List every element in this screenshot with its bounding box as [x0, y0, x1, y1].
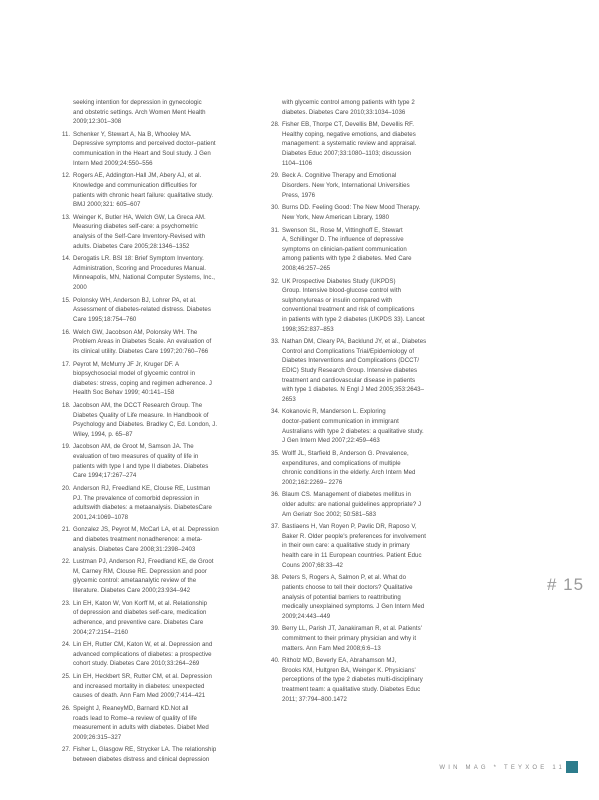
reference-item	[62, 171, 266, 209]
reference-text: Peters S, Rogers A, Salmon P, et al. What do patients choose to tell their doctors? Qualitative analysis of potential barriers to reattributing medically unexplained symptoms. J Gen Intern Med 2009;24:443–449	[282, 574, 425, 620]
reference-number: 26.	[62, 704, 71, 712]
references-left-column	[62, 98, 266, 768]
reference-text: with glycemic control among patients with type 2 diabetes. Diabetes Care 2010;33:1034–1036	[282, 99, 415, 116]
reference-number: 21.	[62, 526, 71, 534]
reference-item	[271, 337, 478, 404]
reference-number: 25.	[62, 673, 71, 681]
reference-item	[271, 522, 478, 570]
reference-number: 12.	[62, 172, 71, 180]
reference-text: Nathan DM, Cleary PA, Backlund JY, et al., Diabetes Control and Complications Trial/Epidemiology of Diabetes Interventions and Complications (DCCT/ EDIC) Study Research Group. Intensive diabetes treatment and cardiovascular disease in patients with type 1 diabetes. N Engl J Med 2005;353:2643– 2653	[282, 338, 427, 403]
reference-item	[271, 226, 478, 274]
reference-number: 29.	[271, 172, 280, 180]
reference-number: 31.	[271, 226, 280, 234]
reference-number: 11.	[62, 130, 71, 138]
reference-item	[62, 98, 266, 127]
reference-item	[62, 672, 266, 701]
reference-text: Lustman PJ, Anderson RJ, Freedland KE, de Groot M, Carney RM, Clouse RE. Depression and poor glycemic control: ametaanalytic review of the literature. Diabetes Care 2000;23:934–942	[73, 558, 214, 595]
reference-number: 14.	[62, 255, 71, 263]
reference-item	[62, 557, 266, 595]
reference-item	[62, 704, 266, 742]
reference-text: Jacobson AM, the DCCT Research Group. The Diabetes Quality of Life measure. In Handbook of Psychology and Diabetes. Bradley C, Ed. London, J. Wiley, 1994, p. 65–87	[73, 401, 218, 438]
reference-item	[271, 573, 478, 621]
reference-item	[271, 407, 478, 445]
reference-text: Blaum CS. Management of diabetes mellitus in older adults: are national guidelines appropriate? J Am Geriatr Soc 2002; 50:581–583	[282, 491, 422, 518]
reference-number: 36.	[271, 491, 280, 499]
reference-number: 16.	[62, 328, 71, 336]
reference-text: Lin EH, Katon W, Von Korff M, et al. Relationship of depression and diabetes self-care, medication adherence, and preventive care. Diabetes Care 2004;27:2154–2160	[73, 599, 208, 636]
reference-number: 19.	[62, 443, 71, 451]
footer-running-title: WIN MAG * TEYXOE 11	[439, 765, 565, 771]
reference-item	[271, 171, 478, 200]
reference-number: 22.	[62, 558, 71, 566]
reference-item	[271, 449, 478, 487]
reference-text: Swenson SL, Rose M, Vittinghoff E, Stewart A, Schillinger D. The influence of depressive symptoms on clinician-patient communication among patients with type 2 diabetes. Med Care 2008;46:257–265	[282, 226, 412, 272]
reference-item	[62, 328, 266, 357]
reference-item	[271, 203, 478, 222]
reference-number: 20.	[62, 484, 71, 492]
reference-text: Lin EH, Rutter CM, Katon W, et al. Depression and advanced complications of diabetes: a prospective cohort study. Diabetes Care 2010;33:264–269	[73, 641, 213, 668]
reference-item	[62, 401, 266, 439]
reference-number: 27.	[62, 746, 71, 754]
reference-item	[271, 120, 478, 168]
reference-text: Fisher EB, Thorpe CT, Devellis BM, Devellis RF. Healthy coping, negative emotions, and diabetes management: a systematic review and appraisal. Diabetes Educ 2007;33:1080–1103; discussion 1104–1106	[282, 121, 417, 167]
reference-text: Gonzalez JS, Peyrot M, McCarl LA, et al. Depression and diabetes treatment nonadherence: a meta- analysis. Diabetes Care 2008;31:2398–2403	[73, 526, 219, 553]
reference-item	[62, 599, 266, 637]
reference-item	[271, 277, 478, 335]
reference-number: 30.	[271, 204, 280, 212]
page-number-mark: # 15	[547, 575, 585, 594]
reference-number: 35.	[271, 449, 280, 457]
reference-text: Ritholz MD, Beverly EA, Abrahamson MJ, Brooks KM, Hultgren BA, Weinger K. Physicians' perceptions of the type 2 diabetes multi-disciplinary treatment team: a qualitative study. Diabetes Educ 2011; 37:794–800.1472	[282, 657, 423, 703]
reference-text: Weinger K, Butler HA, Welch GW, La Greca AM. Measuring diabetes self-care: a psychometric analysis of the Self-Care Inventory-Revised with adults. Diabetes Care 2005;28:1346–1352	[73, 213, 206, 250]
reference-number: 28.	[271, 121, 280, 129]
reference-number: 32.	[271, 277, 280, 285]
reference-text: Welch GW, Jacobson AM, Polonsky WH. The Problem Areas in Diabetes Scale. An evaluation of its clinical utility. Diabetes Care 1997;20:760–766	[73, 328, 212, 355]
reference-text: Polonsky WH, Anderson BJ, Lohrer PA, et al. Assessment of diabetes-related distress. Diabetes Care 1995;18:754–760	[73, 296, 211, 323]
reference-text: Wolff JL, Starfield B, Anderson G. Prevalence, expenditures, and complications of multiple chronic conditions in the elderly. Arch Intern Med 2002;162:2269– 2276	[282, 449, 416, 486]
reference-item	[271, 490, 478, 519]
reference-text: Peyrot M, McMurry JF Jr, Kruger DF. A biopsychosocial model of glycemic control in diabetes: stress, coping and regimen adherence. J Health Soc Behav 1999; 40:141–158	[73, 360, 212, 397]
reference-number: 38.	[271, 574, 280, 582]
reference-text: Rogers AE, Addington-Hall JM, Abery AJ, et al. Knowledge and communication difficulties for patients with chronic heart failure: qualitative study. BMJ 2000;321: 605–607	[73, 172, 214, 209]
footer-accent-square	[566, 761, 578, 773]
reference-item	[271, 624, 478, 653]
reference-item	[271, 98, 478, 117]
reference-item	[271, 656, 478, 704]
reference-item	[62, 296, 266, 325]
reference-number: 34.	[271, 408, 280, 416]
reference-text: Berry LL, Parish JT, Janakiraman R, et al. Patients' commitment to their primary physician and why it matters. Ann Fam Med 2008;6:6–13	[282, 625, 422, 652]
reference-text: Fisher L, Glasgow RE, Strycker LA. The relationship between diabetes distress and clinical depression	[73, 746, 217, 763]
reference-number: 39.	[271, 625, 280, 633]
reference-item	[62, 525, 266, 554]
reference-item	[62, 130, 266, 168]
reference-number: 18.	[62, 401, 71, 409]
reference-number: 15.	[62, 296, 71, 304]
reference-number: 33.	[271, 338, 280, 346]
reference-item	[62, 640, 266, 669]
reference-item	[62, 360, 266, 398]
reference-item	[62, 254, 266, 292]
reference-text: Kokanovic R, Manderson L. Exploring doctor-patient communication in immigrant Australians with type 2 diabetes: a qualitative study. J Gen Intern Med 2007;22:459–463	[282, 408, 424, 445]
reference-number: 23.	[62, 599, 71, 607]
reference-text: UK Prospective Diabetes Study (UKPDS) Group. Intensive blood-glucose control with sulphonylureas or insulin compared with conventional treatment and risk of complications in patients with type 2 diabetes (UKPDS 33). Lancet 1998;352:837–853	[282, 277, 425, 333]
reference-text: Bastiaens H, Van Royen P, Pavlic DR, Raposo V, Baker R. Older people's preferences for involvement in their own care: a qualitative study in primary health care in 11 European countries. Patient Educ Couns 2007;68:33–42	[282, 523, 426, 569]
reference-item	[62, 442, 266, 480]
reference-item	[62, 484, 266, 522]
reference-text: Schenker Y, Stewart A, Na B, Whooley MA. Depressive symptoms and perceived doctor–patient communication in the Heart and Soul study. J Gen Intern Med 2009;24:550–556	[73, 130, 216, 167]
reference-number: 24.	[62, 641, 71, 649]
reference-number: 17.	[62, 360, 71, 368]
reference-text: Lin EH, Heckbert SR, Rutter CM, et al. Depression and increased mortality in diabetes: unexpected causes of death. Ann Fam Med 2009;7:414–421	[73, 673, 212, 700]
reference-text: Anderson RJ, Freedland KE, Clouse RE, Lustman PJ. The prevalence of comorbid depression in adultswith diabetes: a metaanalysis. DiabetesCare 2001,24:1069–1078	[73, 484, 212, 521]
reference-text: Derogatis LR. BSI 18: Brief Symptom Inventory. Administration, Scoring and Procedures Manual. Minneapolis, MN, National Computer Systems, Inc., 2000	[73, 255, 215, 292]
reference-item	[62, 745, 266, 764]
reference-number: 37.	[271, 523, 280, 531]
reference-text: seeking intention for depression in gynecologic and obstetric settings. Arch Women Ment Health 2009;12:301–308	[73, 99, 206, 126]
reference-text: Burns DD. Feeling Good: The New Mood Therapy. New York, New American Library, 1980	[282, 204, 421, 221]
reference-text: Beck A. Cognitive Therapy and Emotional Disorders. New York, International Universities Press, 1976	[282, 172, 410, 199]
references-right-column	[271, 98, 478, 707]
reference-text: Speight J, ReaneyMD, Barnard KD.Not all roads lead to Rome–a review of quality of life measurement in adults with diabetes. Diabet Med 2009;26:315–327	[73, 704, 209, 741]
reference-number: 40.	[271, 657, 280, 665]
reference-item	[62, 213, 266, 251]
reference-number: 13.	[62, 213, 71, 221]
reference-text: Jacobson AM, de Groot M, Samson JA. The evaluation of two measures of quality of life in patients with type I and type II diabetes. Diabetes Care 1994;17:267–274	[73, 443, 209, 480]
